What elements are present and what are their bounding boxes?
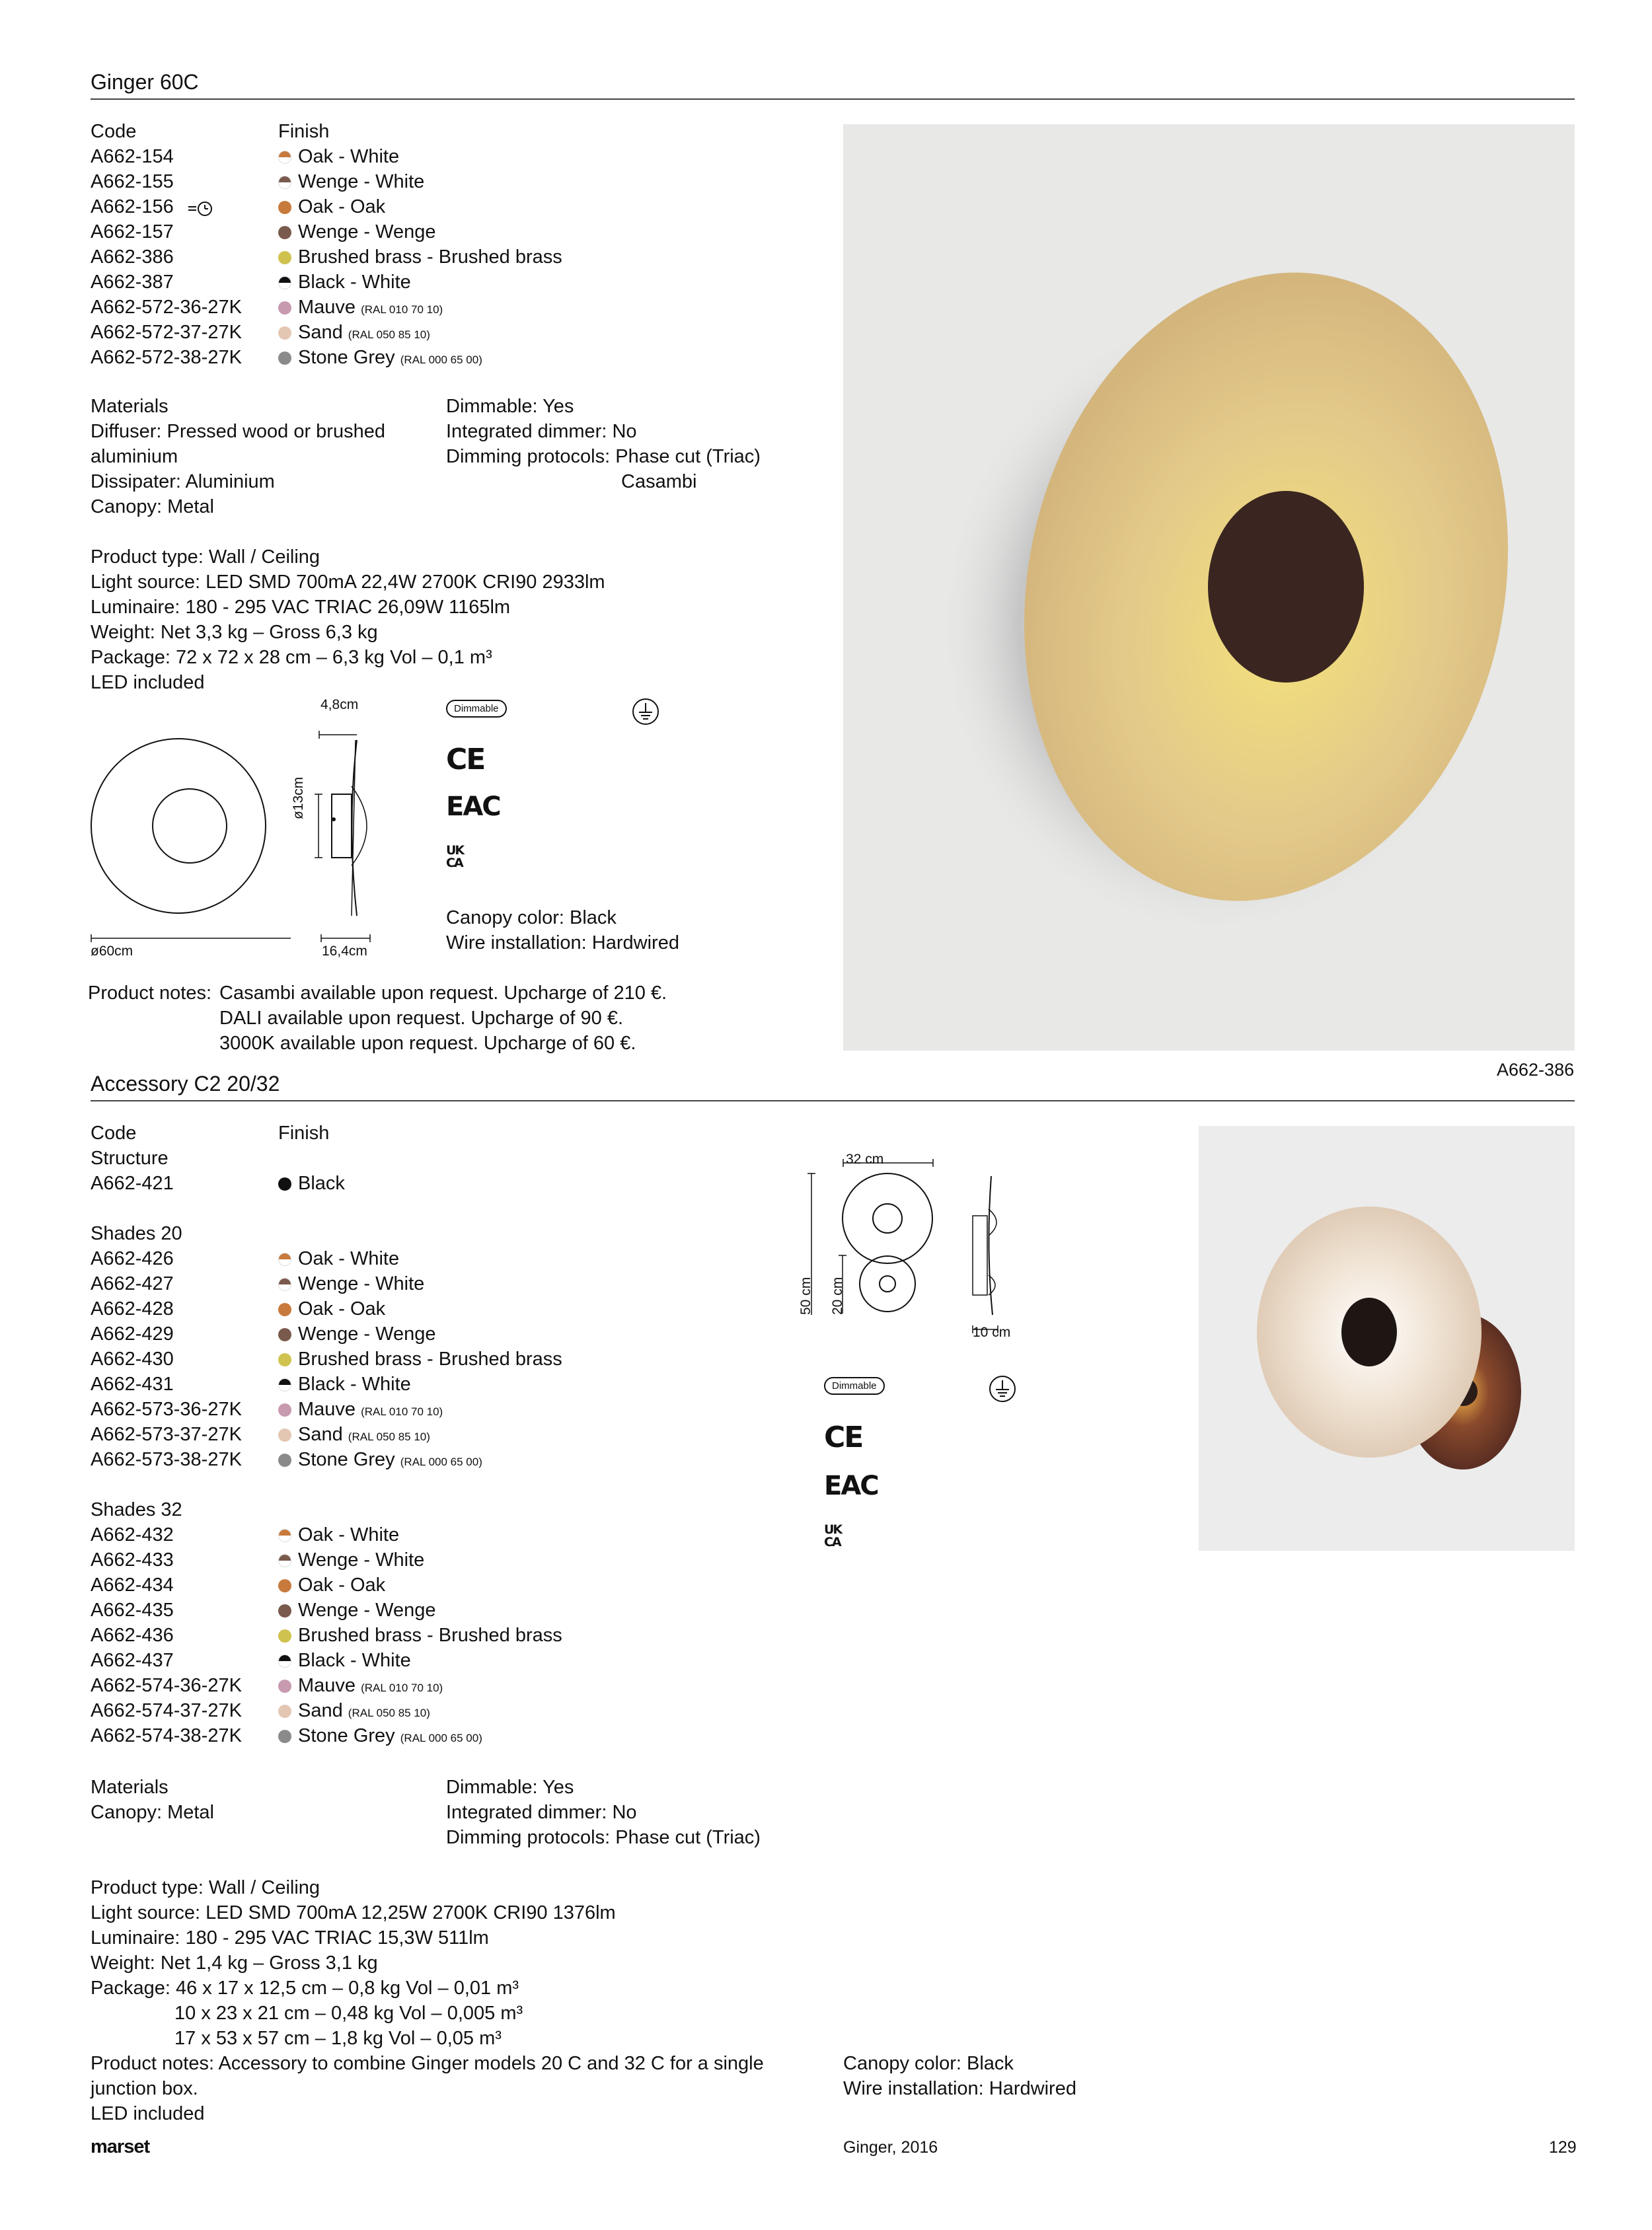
code-list [91,1246,242,1472]
dim-depth-label: 10 cm [973,1325,1011,1340]
finish-name: Black - White [298,1374,411,1395]
canopy-block [446,905,679,955]
finish-name: Mauve [298,297,356,318]
ral-code: (RAL 010 70 10) [361,1405,443,1418]
product-code: A662-157 [91,221,174,242]
product-code: A662-433 [91,1549,174,1571]
dimming-block [446,1775,761,1850]
ral-code: (RAL 010 70 10) [361,1682,443,1694]
note-line: Casambi available upon request. Upcharge of 210 €. [219,983,667,1004]
ce-mark-icon: CE [824,1421,863,1454]
note-line: DALI available upon request. Upcharge of 90 €. [219,1008,624,1029]
finish-name: Oak - White [298,1248,400,1269]
finish-name: Oak - White [298,1524,400,1545]
stone-swatch-icon [278,352,291,365]
finish-name: Wenge - White [298,1273,425,1294]
canopy-line: Canopy color: Black [446,907,617,928]
finish-list [278,1522,562,1748]
section-title-accessory: Accessory C2 20/32 [91,1072,280,1096]
black-white-swatch-icon [278,1654,291,1668]
ral-code: (RAL 000 65 00) [400,1456,482,1468]
product-code: A662-572-36-27K [91,297,242,318]
sand-swatch-icon [278,1705,291,1718]
product-code: A662-573-36-27K [91,1399,242,1420]
finish-item [278,1698,562,1723]
finish-item [278,1522,562,1547]
spec-line: Light source: LED SMD 700mA 22,4W 2700K CRI90 2933lm [91,572,605,593]
brass-swatch-icon [278,1629,291,1643]
lamp-illustration [843,124,1575,1051]
brand-logo: marset [91,2136,150,2157]
dimming-block [446,394,761,494]
canopy-line: Wire installation: Hardwired [446,932,679,953]
stone-swatch-icon [278,1454,291,1467]
mauve-swatch-icon [278,1403,291,1417]
note-line: Product notes: Accessory to combine Ginger models 20 C and 32 C for a single [91,2053,764,2074]
product-code: A662-427 [91,1273,174,1294]
stock-clock-icon [187,200,213,217]
product-code: A662-572-38-27K [91,347,242,368]
code-header: Code [91,1123,137,1144]
lamp-illustration [1199,1126,1575,1551]
oak-swatch-icon [278,1303,291,1316]
mauve-swatch-icon [278,1680,291,1693]
product-code: A662-435 [91,1600,174,1621]
dimming-line: Casambi [621,471,697,492]
product-code: A662-574-37-27K [91,1700,242,1721]
finish-name: Stone Grey [298,1449,395,1470]
product-code: A662-426 [91,1248,174,1269]
finish-name: Oak - Oak [298,1575,386,1596]
black-white-swatch-icon [278,276,291,289]
dim-diameter-label: ø60cm [91,944,133,959]
product-code: A662-154 [91,146,174,167]
structure-finish [278,1171,345,1196]
canopy-block [843,2051,1076,2101]
dim-small-label: 20 cm [830,1277,845,1315]
finish-header: Finish [278,1123,330,1144]
page-number: 129 [1549,2138,1577,2157]
dim-height-label: 50 cm [798,1277,813,1315]
product-code: A662-155 [91,171,174,192]
finish-item [278,1246,562,1271]
dimmable-badge: Dimmable [824,1377,885,1395]
finish-item [278,1296,562,1321]
ukca-mark-icon: UK CA [446,843,464,870]
finish-name: Mauve [298,1675,356,1696]
finish-item [278,320,562,345]
dimming-line: Integrated dimmer: No [446,1802,637,1823]
finish-name: Brushed brass - Brushed brass [298,246,562,268]
spec-line: Product type: Wall / Ceiling [91,546,320,568]
spec-line: Luminaire: 180 - 295 VAC TRIAC 26,09W 1165lm [91,597,511,618]
code-list [91,1522,242,1748]
materials-line: aluminium [91,446,178,467]
oak-swatch-icon [278,1579,291,1592]
spec-line: Product type: Wall / Ceiling [91,1877,320,1898]
materials-line: Diffuser: Pressed wood or brushed [91,421,385,442]
dim-width-label: 4,8cm [320,697,359,712]
dim-depth-label: 16,4cm [322,944,367,959]
note-line: LED included [91,2103,205,2124]
finish-item [278,1573,562,1598]
finish-item [278,194,562,219]
finish-item [278,1397,562,1422]
finish-item [278,219,562,244]
structure-code: A662-421 [91,1173,174,1194]
finish-name: Wenge - White [298,1549,425,1571]
oak-white-swatch-icon [278,1253,291,1266]
finish-item [278,1547,562,1573]
product-code: A662-429 [91,1323,174,1345]
materials-block [91,394,385,519]
finish-item [278,1623,562,1648]
ukca-mark-icon: UK CA [824,1522,842,1549]
code-list [91,144,242,370]
dimming-line: Dimming protocols: Phase cut (Triac) [446,446,761,467]
product-code: A662-437 [91,1650,174,1671]
finish-item [278,1723,562,1748]
ral-code: (RAL 050 85 10) [348,1707,430,1719]
black-white-swatch-icon [278,1378,291,1392]
product-code: A662-572-37-27K [91,322,242,343]
materials-line: Canopy: Metal [91,1802,214,1823]
finish-name: Black [298,1173,345,1194]
product-code: A662-573-38-27K [91,1449,242,1470]
mauve-swatch-icon [278,301,291,315]
specs-block [91,544,605,695]
finish-item [278,1648,562,1673]
oak-white-swatch-icon [278,151,291,164]
finish-item [278,1372,562,1397]
product-code: A662-386 [91,246,174,268]
dimmable-badge: Dimmable [446,700,507,718]
collection-label: Ginger, 2016 [843,2138,938,2157]
wenge-white-swatch-icon [278,176,291,189]
shades20-label: Shades 20 [91,1223,182,1244]
product-code: A662-573-37-27K [91,1424,242,1445]
oak-swatch-icon [278,201,291,214]
product-photo [843,124,1575,1051]
materials-line: Materials [91,1777,169,1798]
note-line: junction box. [91,2078,198,2099]
structure-label: Structure [91,1148,169,1169]
technical-drawing [800,1150,1037,1348]
technical-drawing [86,720,390,965]
wenge-swatch-icon [278,1328,291,1341]
materials-line: Canopy: Metal [91,496,214,517]
product-code: A662-432 [91,1524,174,1545]
wenge-white-swatch-icon [278,1278,291,1291]
wenge-swatch-icon [278,1604,291,1617]
ral-code: (RAL 000 65 00) [400,353,482,366]
ground-icon [632,698,659,725]
product-code: A662-387 [91,272,174,293]
finish-item [278,1271,562,1296]
finish-header: Finish [278,121,330,142]
spec-line: Weight: Net 1,4 kg – Gross 3,1 kg [91,1952,378,1974]
oak-white-swatch-icon [278,1529,291,1542]
dimming-line: Integrated dimmer: No [446,421,637,442]
finish-item [278,1673,562,1698]
materials-line: Dissipater: Aluminium [91,471,275,492]
stone-swatch-icon [278,1730,291,1743]
finish-name: Brushed brass - Brushed brass [298,1349,562,1370]
section-title-ginger-60c: Ginger 60C [91,70,199,94]
finish-item [278,270,562,295]
product-code: A662-434 [91,1575,174,1596]
product-photo [1199,1126,1575,1551]
finish-name: Oak - Oak [298,1298,386,1319]
wenge-white-swatch-icon [278,1554,291,1567]
product-code: A662-574-36-27K [91,1675,242,1696]
dimming-line: Dimming protocols: Phase cut (Triac) [446,1827,761,1848]
finish-item [278,295,562,320]
ce-mark-icon: CE [446,743,485,776]
product-code: A662-574-38-27K [91,1725,242,1746]
spec-line: 17 x 53 x 57 cm – 1,8 kg Vol – 0,05 m³ [174,2028,502,2049]
finish-name: Stone Grey [298,1725,395,1746]
finish-name: Black - White [298,272,411,293]
finish-name: Sand [298,322,343,343]
product-notes-label: Product notes: [88,983,211,1004]
ral-code: (RAL 050 85 10) [348,328,430,341]
spec-line: 10 x 23 x 21 cm – 0,48 kg Vol – 0,005 m³ [174,2003,523,2024]
section-divider [91,1100,1575,1101]
finish-list [278,144,562,370]
finish-item [278,1422,562,1447]
eac-mark-icon: EAC [824,1471,878,1501]
code-header: Code [91,121,137,142]
finish-name: Wenge - Wenge [298,1323,436,1345]
sand-swatch-icon [278,1429,291,1442]
brass-swatch-icon [278,1353,291,1366]
finish-name: Oak - Oak [298,196,386,217]
sand-swatch-icon [278,326,291,340]
ral-code: (RAL 000 65 00) [400,1732,482,1744]
finish-name: Brushed brass - Brushed brass [298,1625,562,1646]
product-code: A662-430 [91,1349,174,1370]
product-code: A662-428 [91,1298,174,1319]
finish-name: Mauve [298,1399,356,1420]
dimming-line: Dimmable: Yes [446,396,574,417]
finish-item [278,1321,562,1347]
finish-name: Sand [298,1700,343,1721]
canopy-line: Canopy color: Black [843,2053,1014,2074]
finish-item [278,1447,562,1472]
ral-code: (RAL 010 70 10) [361,303,443,316]
finish-name: Black - White [298,1650,411,1671]
finish-name: Wenge - White [298,171,425,192]
note-line: 3000K available upon request. Upcharge of 60 €. [219,1033,636,1054]
finish-item [278,144,562,169]
finish-list [278,1246,562,1472]
spec-line: Light source: LED SMD 700mA 12,25W 2700K CRI90 1376lm [91,1902,616,1923]
spec-line: Package: 72 x 72 x 28 cm – 6,3 kg Vol – 0,1 m³ [91,647,492,668]
spec-line: Weight: Net 3,3 kg – Gross 6,3 kg [91,622,378,643]
spec-line: Luminaire: 180 - 295 VAC TRIAC 15,3W 511lm [91,1927,489,1949]
section-divider [91,98,1575,100]
finish-item [278,345,562,370]
product-code: A662-436 [91,1625,174,1646]
materials-line: Materials [91,396,169,417]
canopy-line: Wire installation: Hardwired [843,2078,1076,2099]
finish-item [278,169,562,194]
dimming-line: Dimmable: Yes [446,1777,574,1798]
shades32-label: Shades 32 [91,1499,182,1520]
product-notes [219,981,667,1056]
wenge-swatch-icon [278,226,291,239]
finish-name: Wenge - Wenge [298,221,436,242]
black-swatch-icon [278,1177,291,1191]
finish-name: Stone Grey [298,347,395,368]
spec-line: Package: 46 x 17 x 12,5 cm – 0,8 kg Vol – 0,01 m³ [91,1978,519,1999]
materials-block [91,1775,214,1825]
dim-top-label: 32 cm [846,1152,884,1167]
finish-name: Oak - White [298,146,400,167]
finish-item [278,1347,562,1372]
finish-item [278,244,562,270]
dim-canopy-label: ø13cm [291,776,306,819]
photo-caption: A662-386 [1497,1060,1575,1080]
product-code: A662-156 [91,196,174,217]
brass-swatch-icon [278,251,291,264]
eac-mark-icon: EAC [446,792,500,822]
ground-icon [989,1375,1016,1403]
finish-item [278,1598,562,1623]
product-code: A662-431 [91,1374,174,1395]
spec-line: LED included [91,672,205,693]
finish-name: Sand [298,1424,343,1445]
finish-name: Wenge - Wenge [298,1600,436,1621]
ral-code: (RAL 050 85 10) [348,1431,430,1443]
specs-block [91,1875,764,2126]
